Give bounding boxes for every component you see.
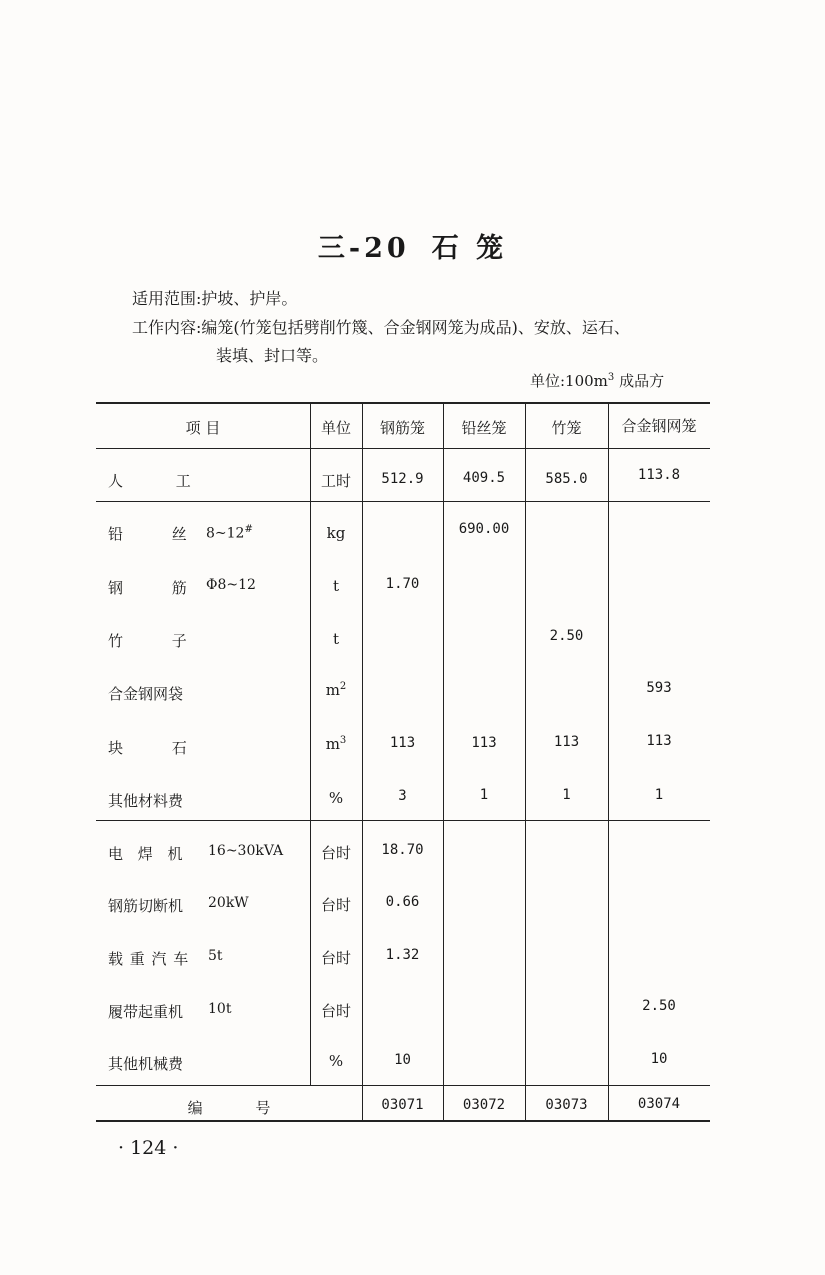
row-cutter-spec: 20kW <box>208 895 249 911</box>
row-crane-unit: 台时 <box>320 1002 351 1020</box>
row-other-mat-unit: % <box>328 789 344 807</box>
row-stone-c3: 113 <box>553 734 580 750</box>
row-labor-unit: 工时 <box>320 472 351 490</box>
row-stone-unit-base: m <box>325 735 340 753</box>
row-rebar-name: 钢 筋 <box>108 579 187 597</box>
row-stone-c2: 113 <box>471 735 497 751</box>
row-alloy-bag-c4: 593 <box>646 680 672 696</box>
row-crane-c4: 2.50 <box>642 998 676 1014</box>
row-labor-c3: 585.0 <box>545 471 588 487</box>
row-other-mat-c1: 3 <box>398 788 407 804</box>
row-other-mach-c4: 10 <box>650 1051 668 1067</box>
row-wire-c2: 690.00 <box>458 521 510 537</box>
row-stone-unit <box>310 735 362 753</box>
row-bamboo-c3: 2.50 <box>549 628 584 644</box>
row-rebar-spec: Φ8~12 <box>206 577 256 593</box>
row-labor-c4: 113.8 <box>637 467 681 483</box>
work-content-line1: 工作内容:编笼(竹笼包括劈削竹篾、合金钢网笼为成品)、安放、运石、 <box>132 318 630 337</box>
code-c4: 03074 <box>637 1096 681 1112</box>
codes-label: 编 号 <box>187 1099 271 1117</box>
row-labor-c2: 409.5 <box>462 470 506 486</box>
row-alloy-bag-unit-base: m <box>325 681 340 699</box>
labor-rule <box>96 501 710 502</box>
row-truck-c1: 1.32 <box>385 947 420 963</box>
row-other-mat-c3: 1 <box>562 787 571 803</box>
row-other-mat-name: 其他材料费 <box>108 792 184 810</box>
unit-note-suffix: 成品方 <box>614 372 665 390</box>
work-content-line2: 装填、封口等。 <box>216 346 329 365</box>
row-welder-name: 电 焊 机 <box>108 845 183 863</box>
title-name: 石 笼 <box>431 233 508 264</box>
row-other-mat-c4: 1 <box>654 787 664 803</box>
header-c4: 合金钢网笼 <box>621 417 697 435</box>
page-number: · 124 · <box>118 1137 179 1159</box>
header-item: 项 目 <box>185 419 221 437</box>
row-truck-unit: 台时 <box>320 949 351 967</box>
row-welder-c1: 18.70 <box>381 842 424 858</box>
row-stone-c4: 113 <box>646 733 672 749</box>
row-bamboo-name: 竹 子 <box>108 632 187 650</box>
row-alloy-bag-unit <box>310 681 362 699</box>
col-rule-c2 <box>443 403 444 1121</box>
row-wire-spec <box>206 524 253 542</box>
code-c3: 03073 <box>545 1097 588 1113</box>
row-rebar-c1: 1.70 <box>385 576 420 592</box>
unit-note-sup: 3 <box>607 372 615 383</box>
code-c2: 03072 <box>462 1097 506 1113</box>
unit-note <box>530 370 664 391</box>
row-welder-spec: 16~30kVA <box>208 843 284 859</box>
unit-note-prefix: 单位:100m <box>530 372 608 390</box>
row-alloy-bag-unit-sup: 2 <box>339 681 347 692</box>
header-c2: 铅丝笼 <box>461 419 507 437</box>
title-code: 三-20 <box>317 233 410 264</box>
row-bamboo-unit: t <box>332 630 340 648</box>
machine-rule <box>96 1085 710 1086</box>
row-stone-name: 块 石 <box>108 739 187 757</box>
row-crane-name: 履带起重机 <box>108 1003 184 1021</box>
row-other-mach-name: 其他机械费 <box>108 1055 184 1073</box>
header-rule <box>96 448 710 449</box>
row-truck-spec: 5t <box>208 948 223 964</box>
row-other-mach-c1: 10 <box>394 1052 411 1068</box>
row-other-mat-c2: 1 <box>479 787 489 803</box>
row-cutter-unit: 台时 <box>320 896 351 914</box>
row-other-mach-unit: % <box>328 1052 344 1070</box>
page-title <box>0 226 825 265</box>
row-truck-name: 载 重 汽 车 <box>108 950 189 968</box>
row-crane-spec: 10t <box>208 1001 232 1017</box>
col-rule-c3 <box>525 403 526 1121</box>
row-rebar-unit: t <box>332 577 340 595</box>
row-wire-spec-text: 8~12 <box>206 525 245 542</box>
row-welder-unit: 台时 <box>320 844 351 862</box>
header-unit: 单位 <box>320 419 351 437</box>
header-c1: 钢筋笼 <box>379 419 425 437</box>
header-c3: 竹笼 <box>551 419 582 437</box>
row-cutter-name: 钢筋切断机 <box>108 897 184 915</box>
col-rule-c1 <box>362 403 363 1121</box>
row-cutter-c1: 0.66 <box>385 894 420 910</box>
code-c1: 03071 <box>381 1097 424 1113</box>
row-stone-unit-sup: 3 <box>339 735 347 746</box>
table-top-rule <box>96 402 710 404</box>
row-wire-spec-sup: # <box>244 524 253 535</box>
row-stone-c1: 113 <box>389 735 416 751</box>
row-wire-unit: kg <box>326 524 346 542</box>
row-wire-name: 铅 丝 <box>108 525 187 543</box>
material-rule <box>96 820 710 821</box>
row-labor-c1: 512.9 <box>381 471 424 487</box>
table-bottom-rule <box>96 1120 710 1122</box>
row-labor-name: 人 工 <box>108 472 191 490</box>
row-alloy-bag-name: 合金钢网袋 <box>108 685 184 703</box>
scope-text: 适用范围:护坡、护岸。 <box>132 289 298 308</box>
